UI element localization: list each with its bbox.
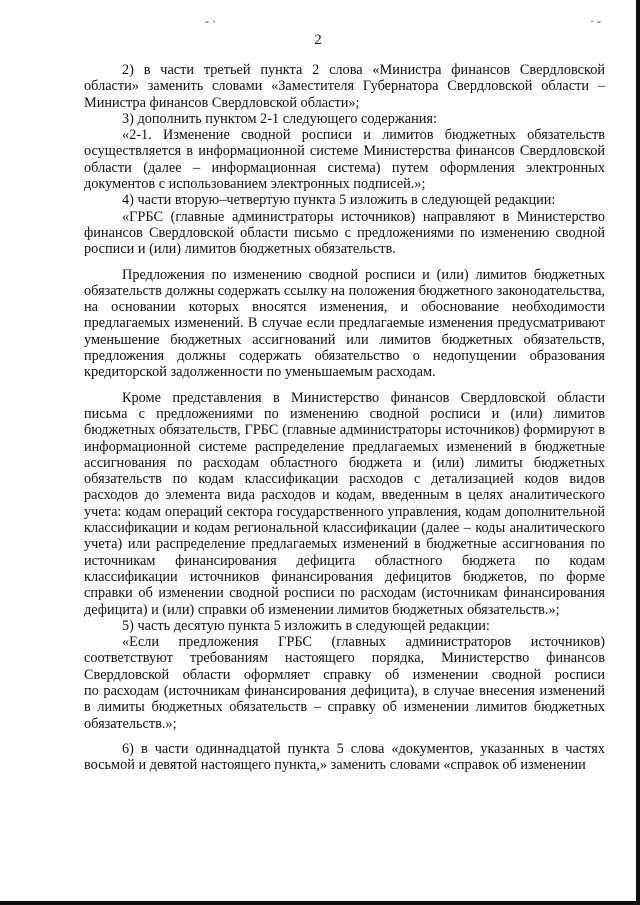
- paragraph-item-5: 5) часть десятую пункта 5 изложить в следующей редакции:: [122, 617, 490, 634]
- paragraph-quote-2-1: «2-1. Изменение сводной росписи и лимитов бюджетных обязательств осуществляется в информационной системе Министерства финансов Свердловской области (далее – информационная система) путем оформления электронных документов с использованием электронных подписей.»;: [84, 127, 605, 193]
- paragraph-proposals: Предложения по изменению сводной росписи и (или) лимитов бюджетных обязательств должны содержать ссылку на положения бюджетного законодательства, на основании которых вносятся изменения, и обоснование необходимости предлагаемых изменений. В случае если предлагаемые изменения предусматривают уменьшение бюджетных ассигнований или лимитов бюджетных обязательств, предложения должны содержать обязательство о недопущении образования кредиторской задолженности по уменьшаемым расходам.: [84, 266, 605, 381]
- paragraph-grbs-letter: «ГРБС (главные администраторы источников) направляют в Министерство финансов Свердловской области письмо с предложениями по изменению сводной росписи и (или) лимитов бюджетных обязательств.: [84, 208, 605, 258]
- paragraph-reference-form: «Если предложения ГРБС (главных администраторов источников) соответствуют требованиям настоящего порядка, Министерство финансов Свердловской области оформляет справку об изменении сводной росписи по расходам (источникам финансирования дефицита), в случае внесения изменений в лимиты бюджетных обязательств – справку об изменении лимитов бюджетных обязательств.»;: [84, 634, 605, 732]
- paragraph-item-3: 3) дополнить пунктом 2-1 следующего содержания:: [122, 110, 437, 127]
- scan-mark-right: · -: [590, 14, 601, 28]
- document-body: [84, 62, 605, 773]
- paragraph-item-6: 6) в части одиннадцатой пункта 5 слова «документов, указанных в частях восьмой и девятой настоящего пункта,» заменить словами «справок об изменении: [84, 740, 605, 774]
- paragraph-item-4: 4) части вторую–четвертую пункта 5 изложить в следующей редакции:: [122, 192, 556, 209]
- scan-mark-left: - ·: [205, 14, 216, 28]
- paragraph-item-2: 2) в части третьей пункта 2 слова «Министра финансов Свердловской области» заменить словами «Заместителя Губернатора Свердловской области – Министра финансов Свердловской области»;: [84, 62, 605, 111]
- page-number: 2: [314, 32, 322, 48]
- paragraph-distribution: Кроме представления в Министерство финансов Свердловской области письма с предложениями по изменению сводной росписи и (или) лимитов бюджетных обязательств, ГРБС (главные администраторы источников) формируют в информационной системе распределение предлагаемых изменений в бюджетные ассигнования по расходам областного бюджета и (или) лимиты бюджетных обязательств по кодам классификации расходов с детализацией кодов видов расходов до элемента вида расходов и кодам, введенным в целях аналитического учета: кодам операций сектора государственного управления, кодам дополнительной классификации и кодам региональной классификации (далее – коды аналитического учета) или распределение предлагаемых изменений в бюджетные ассигнования по источникам финансирования дефицита областного бюджета по кодам классификации источников финансирования дефицитов бюджетов, по форме справки об изменении сводной росписи по расходам (источникам финансирования дефицита) и (или) справки об изменении лимитов бюджетных обязательств.»;: [84, 389, 605, 618]
